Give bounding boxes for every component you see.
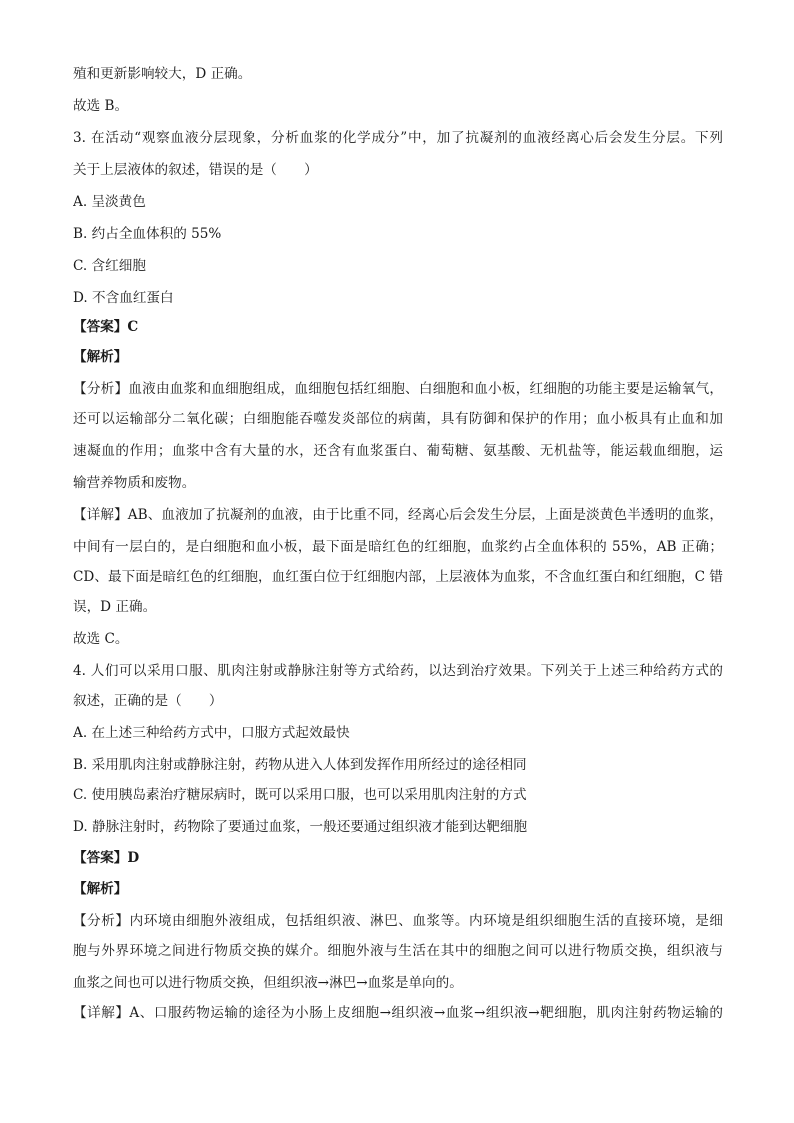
text-line-2: 故选 B。 (73, 98, 129, 114)
question-3-stem-line-1: 3. 在活动“观察血液分层现象，分析血浆的化学成分”中，加了抗凝剂的血液经离心后会发生分层。下列 (73, 130, 723, 146)
question-4-answer: 【答案】D (73, 850, 140, 866)
question-4-detail-line-1: 【详解】A、口服药物运输的途径为小肠上皮细胞→组织液→血浆→组织液→靶细胞，肌肉注射药物运输的 (73, 1005, 723, 1021)
question-4-analysis-line-2: 胞与外界环境之间进行物质交换的媒介。细胞外液与生活在其中的细胞之间可以进行物质交换，组织液与 (73, 943, 723, 959)
question-4-analysis-line-3: 血浆之间也可以进行物质交换，但组织液→淋巴→血浆是单向的。 (73, 975, 463, 991)
question-3-detail-line-1: 【详解】AB、血液加了抗凝剂的血液，由于比重不同，经离心后会发生分层，上面是淡黄色半透明的血浆， (73, 507, 723, 523)
question-3-detail-line-2: 中间有一层白的，是白细胞和血小板，最下面是暗红色的红细胞，血浆约占全血体积的 55%，AB 正确； (73, 539, 723, 555)
question-3-answer: 【答案】C (73, 319, 139, 335)
question-3-option-c: C. 含红细胞 (73, 258, 146, 274)
question-4-stem-line-1: 4. 人们可以采用口服、肌肉注射或静脉注射等方式给药，以达到治疗效果。下列关于上述三种给药方式的 (73, 663, 723, 679)
question-3-detail-line-4: 误，D 正确。 (73, 599, 157, 615)
question-3-analysis-heading: 【解析】 (73, 349, 128, 365)
question-3-option-b: B. 约占全血体积的 55% (73, 226, 222, 242)
question-3-analysis-line-4: 输营养物质和废物。 (73, 475, 196, 491)
question-4-option-a: A. 在上述三种给药方式中，口服方式起效最快 (73, 725, 350, 741)
text-line-1: 殖和更新影响较大，D 正确。 (73, 66, 252, 82)
question-3-analysis-line-1: 【分析】血液由血浆和血细胞组成，血细胞包括红细胞、白细胞和血小板，红细胞的功能主要是运输氧气， (73, 381, 723, 397)
question-3-analysis-line-2: 还可以运输部分二氧化碳；白细胞能吞噬发炎部位的病菌，具有防御和保护的作用；血小板具有止血和加 (73, 411, 723, 427)
question-3-choice: 故选 C。 (73, 631, 129, 647)
question-3-option-d: D. 不含血红蛋白 (73, 290, 174, 306)
question-4-analysis-heading: 【解析】 (73, 881, 128, 897)
question-4-analysis-line-1: 【分析】内环境由细胞外液组成，包括组织液、淋巴、血浆等。内环境是组织细胞生活的直接环境，是细 (73, 913, 723, 929)
question-3-detail-line-3: CD、最下面是暗红色的红细胞，血红蛋白位于红细胞内部，上层液体为血浆，不含血红蛋白和红细胞，C 错 (73, 569, 723, 585)
question-3-stem-line-2: 关于上层液体的叙述，错误的是（ ） (73, 162, 318, 178)
question-3-option-a: A. 呈淡黄色 (73, 194, 146, 210)
question-4-option-d: D. 静脉注射时，药物除了要通过血浆，一般还要通过组织液才能到达靶细胞 (73, 819, 528, 835)
question-4-stem-line-2: 叙述，正确的是（ ） (73, 693, 223, 709)
question-4-option-b: B. 采用肌肉注射或静脉注射，药物从进入人体到发挥作用所经过的途径相同 (73, 757, 527, 773)
question-4-option-c: C. 使用胰岛素治疗糖尿病时，既可以采用口服，也可以采用肌肉注射的方式 (73, 787, 527, 803)
question-3-analysis-line-3: 速凝血的作用；血浆中含有大量的水，还含有血浆蛋白、葡萄糖、氨基酸、无机盐等，能运载血细胞，运 (73, 443, 723, 459)
